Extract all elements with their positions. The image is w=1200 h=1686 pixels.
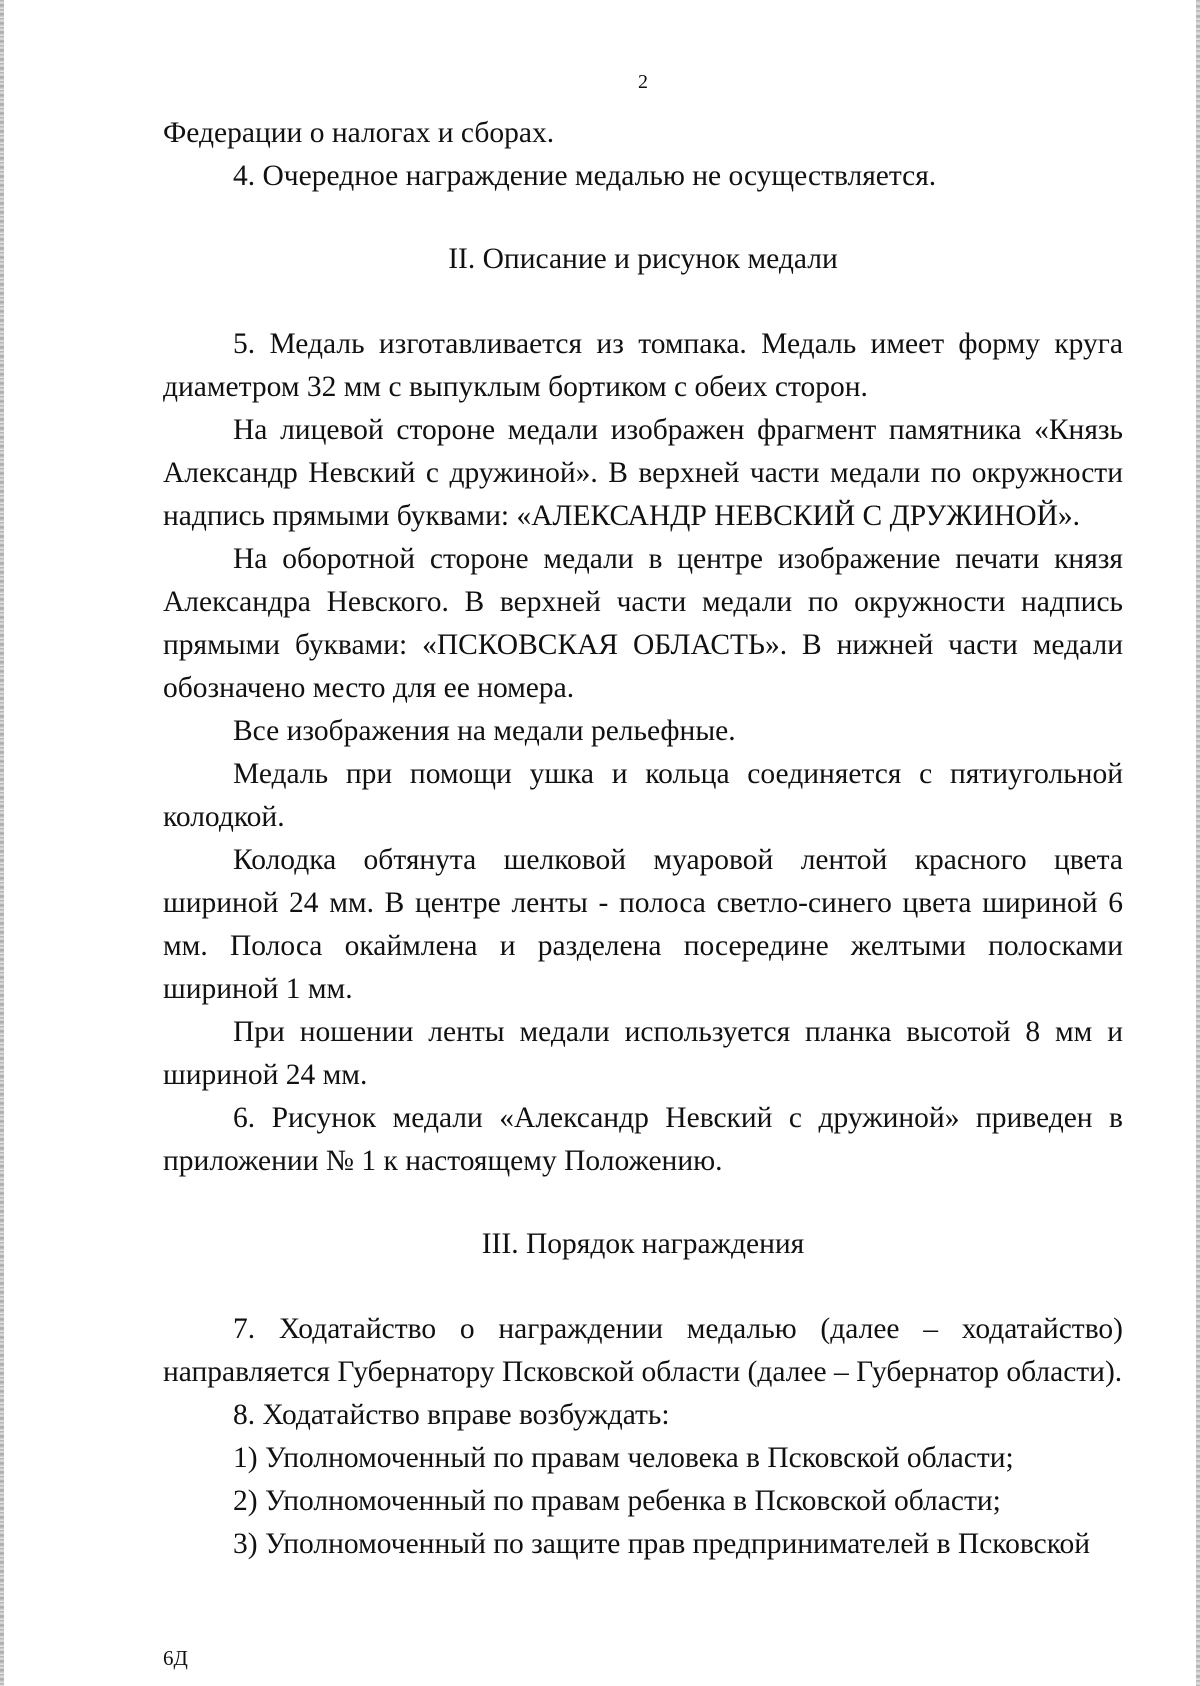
paragraph: 5. Медаль изготавливается из томпака. Медаль имеет форму круга диаметром 32 мм с выпуклым бортиком с обеих сторон.	[163, 328, 1123, 403]
paragraph: Федерации о налогах и сборах.	[163, 117, 555, 149]
section-heading: II. Описание и рисунок медали	[448, 243, 838, 275]
page-number: 2	[638, 71, 648, 93]
paragraph: На оборотной стороне медали в центре изображение печати князя Александра Невского. В верхней части медали по окружности надпись прямыми буквами: «ПСКОВСКАЯ ОБЛАСТЬ». В нижней части медали обозначено место для ее номера.	[163, 543, 1123, 704]
document-body	[163, 112, 1123, 1566]
section-heading: III. Порядок награждения	[481, 1228, 805, 1260]
paragraph: На лицевой стороне медали изображен фрагмент памятника «Князь Александр Невский с дружиной». В верхней части медали по окружности надпись прямыми буквами: «АЛЕКСАНДР НЕВСКИЙ С ДРУЖИНОЙ».	[163, 414, 1123, 532]
list-item: 2) Уполномоченный по правам ребенка в Псковской области;	[233, 1485, 1001, 1517]
scan-edge-right	[1196, 0, 1200, 1686]
paragraph: Колодка обтянута шелковой муаровой лентой красного цвета шириной 24 мм. В центре ленты - полоса светло-синего цвета шириной 6 мм. Полоса окаймлена и разделена посередине желтыми полосками шириной 1 мм.	[163, 844, 1123, 1005]
paragraph: Медаль при помощи ушка и кольца соединяется с пятиугольной колодкой.	[163, 758, 1123, 833]
paragraph: Все изображения на медали рельефные.	[233, 715, 736, 747]
paragraph: 6. Рисунок медали «Александр Невский с дружиной» приведен в приложении № 1 к настоящему Положению.	[163, 1102, 1123, 1177]
list-item: 1) Уполномоченный по правам человека в Псковской области;	[233, 1442, 1014, 1474]
document-page	[163, 70, 1123, 1566]
paragraph: 4. Очередное награждение медалью не осуществляется.	[233, 160, 937, 192]
footer-mark: 6Д	[163, 1646, 188, 1670]
paragraph: 7. Ходатайство о награждении медалью (далее – ходатайство) направляется Губернатору Псковской области (далее – Губернатор области).	[163, 1313, 1123, 1388]
list-item: 3) Уполномоченный по защите прав предпринимателей в Псковской	[233, 1528, 1091, 1560]
paragraph: 8. Ходатайство вправе возбуждать:	[233, 1399, 670, 1431]
scan-edge-left	[0, 0, 4, 1686]
paragraph: При ношении ленты медали используется планка высотой 8 мм и шириной 24 мм.	[163, 1016, 1123, 1091]
